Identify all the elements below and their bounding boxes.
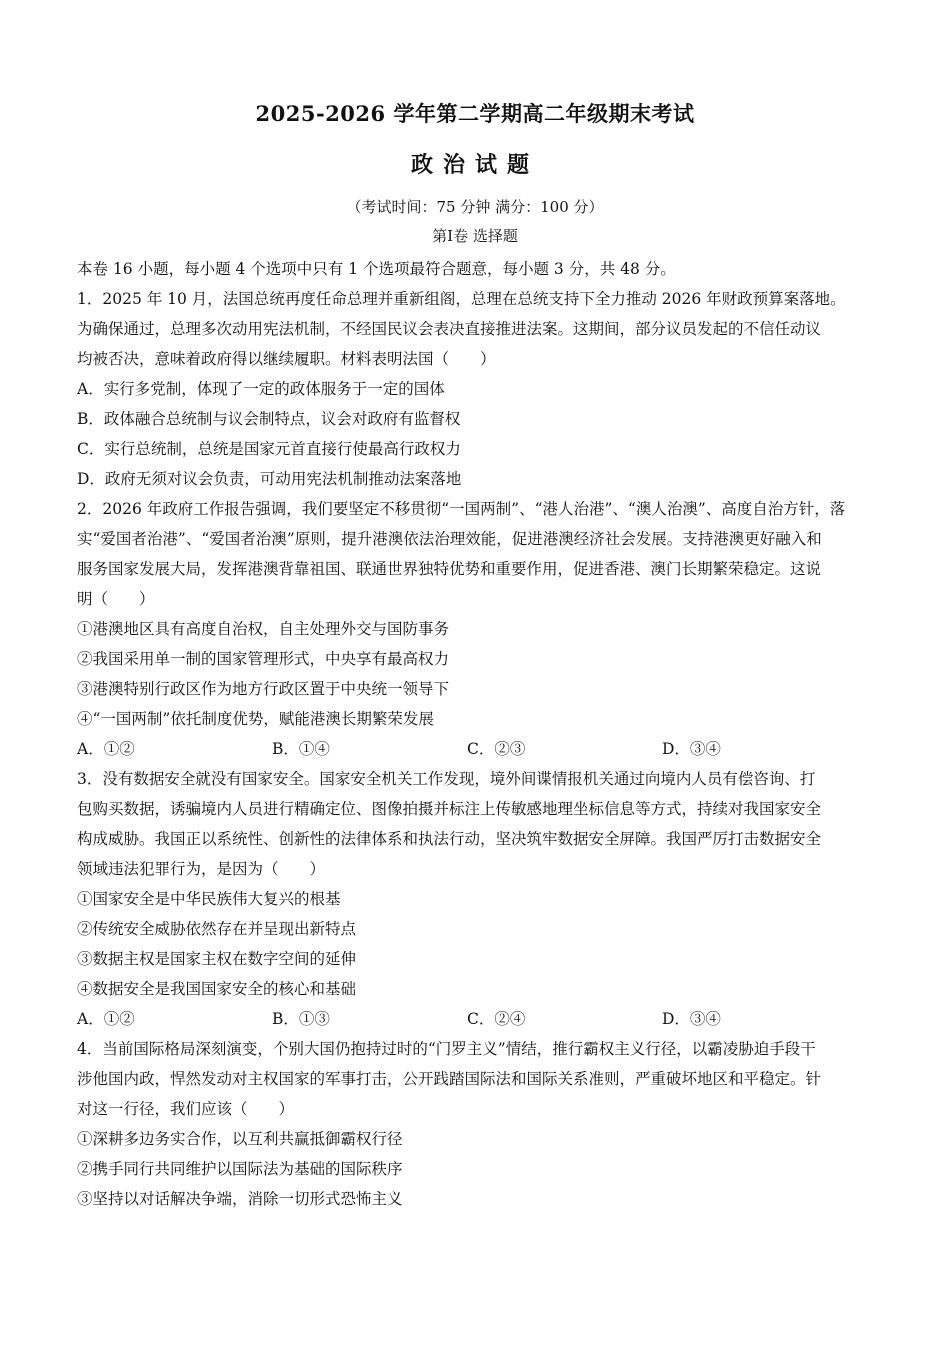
statement: ③坚持以对话解决争端，消除一切形式恐怖主义 bbox=[77, 1190, 403, 1208]
exam-body bbox=[77, 254, 877, 1214]
question-stem-line: 包购买数据，诱骗境内人员进行精确定位、图像拍摄并标注上传敏感地理坐标信息等方式，持续对我国家安全 bbox=[77, 800, 822, 818]
answer-option: C．实行总统制，总统是国家元首直接行使最高行政权力 bbox=[77, 440, 461, 458]
question-stem-line: 1．2025 年 10 月，法国总统再度任命总理并重新组阁，总理在总统支持下全力推动 2026 年财政预算案落地。 bbox=[77, 290, 846, 308]
question-stem-line: 实“爱国者治港”、“爱国者治澳”原则，提升港澳依法治理效能，促进港澳经济社会发展。支持港澳更好融入和 bbox=[77, 530, 822, 548]
choice-b: B．①③ bbox=[272, 1010, 330, 1028]
choice-b: B．①④ bbox=[272, 740, 330, 758]
statement: ④数据安全是我国国家安全的核心和基础 bbox=[77, 980, 357, 998]
exam-subtitle: 政治试题 bbox=[410, 152, 539, 178]
question-stem-line: 2．2026 年政府工作报告强调，我们要坚定不移贯彻“一国两制”、“港人治港”、“澳人治澳”、高度自治方针，落 bbox=[77, 500, 846, 518]
question-stem-line: 涉他国内政，悍然发动对主权国家的军事打击，公开践踏国际法和国际关系准则，严重破坏地区和平稳定。针 bbox=[77, 1070, 822, 1088]
statement: ③港澳特别行政区作为地方行政区置于中央统一领导下 bbox=[77, 680, 450, 698]
statement: ①国家安全是中华民族伟大复兴的根基 bbox=[77, 890, 341, 908]
statement: ②我国采用单一制的国家管理形式，中央享有最高权力 bbox=[77, 650, 450, 668]
question-stem-line: 均被否决，意味着政府得以继续履职。材料表明法国（ ） bbox=[77, 350, 496, 368]
question-stem-line: 为确保通过，总理多次动用宪法机制，不经国民议会表决直接推进法案。这期间，部分议员发起的不信任动议 bbox=[77, 320, 822, 338]
answer-option: B．政体融合总统制与议会制特点，议会对政府有监督权 bbox=[77, 410, 461, 428]
question-stem-line: 服务国家发展大局，发挥港澳背靠祖国、联通世界独特优势和重要作用，促进香港、澳门长期繁荣稳定。这说 bbox=[77, 560, 822, 578]
question-2 bbox=[77, 494, 877, 764]
section-heading: 第Ⅰ卷 选择题 bbox=[432, 227, 518, 245]
statement: ④“一国两制”依托制度优势，赋能港澳长期繁荣发展 bbox=[77, 710, 434, 728]
statement: ③数据主权是国家主权在数字空间的延伸 bbox=[77, 950, 357, 968]
question-stem-line: 4．当前国际格局深刻演变，个别大国仍抱持过时的“门罗主义”情结，推行霸权主义行径，以霸凌胁迫手段干 bbox=[77, 1040, 816, 1058]
question-3 bbox=[77, 764, 877, 1034]
exam-info: （考试时间：75 分钟 满分：100 分） bbox=[346, 198, 604, 216]
choice-d: D．③④ bbox=[662, 1010, 721, 1028]
statement: ②传统安全威胁依然存在并呈现出新特点 bbox=[77, 920, 357, 938]
choice-d: D．③④ bbox=[662, 740, 721, 758]
question-stem-line: 领域违法犯罪行为，是因为（ ） bbox=[77, 860, 326, 878]
answer-option: D．政府无须对议会负责，可动用宪法机制推动法案落地 bbox=[77, 470, 462, 488]
question-stem-line: 明（ ） bbox=[77, 590, 155, 608]
choice-c: C．②③ bbox=[467, 740, 526, 758]
question-4 bbox=[77, 1034, 877, 1214]
question-1 bbox=[77, 284, 877, 494]
statement: ②携手同行共同维护以国际法为基础的国际秩序 bbox=[77, 1160, 403, 1178]
question-stem-line: 3．没有数据安全就没有国家安全。国家安全机关工作发现，境外间谍情报机关通过向境内人员有偿咨询、打 bbox=[77, 770, 816, 788]
instructions: 本卷 16 小题，每小题 4 个选项中只有 1 个选项最符合题意，每小题 3 分，共 48 分。 bbox=[77, 260, 676, 278]
choice-a: A．①② bbox=[77, 740, 135, 758]
exam-title: 2025-2026 学年第二学期高二年级期末考试 bbox=[255, 101, 695, 126]
question-stem-line: 对这一行径，我们应该（ ） bbox=[77, 1100, 295, 1118]
choice-row bbox=[77, 1004, 877, 1034]
answer-option: A．实行多党制，体现了一定的政体服务于一定的国体 bbox=[77, 380, 445, 398]
choice-row bbox=[77, 734, 877, 764]
choice-c: C．②④ bbox=[467, 1010, 526, 1028]
statement: ①深耕多边务实合作，以互利共赢抵御霸权行径 bbox=[77, 1130, 403, 1148]
statement: ①港澳地区具有高度自治权，自主处理外交与国防事务 bbox=[77, 620, 450, 638]
question-stem-line: 构成威胁。我国正以系统性、创新性的法律体系和执法行动，坚决筑牢数据安全屏障。我国严厉打击数据安全 bbox=[77, 830, 822, 848]
choice-a: A．①② bbox=[77, 1010, 135, 1028]
